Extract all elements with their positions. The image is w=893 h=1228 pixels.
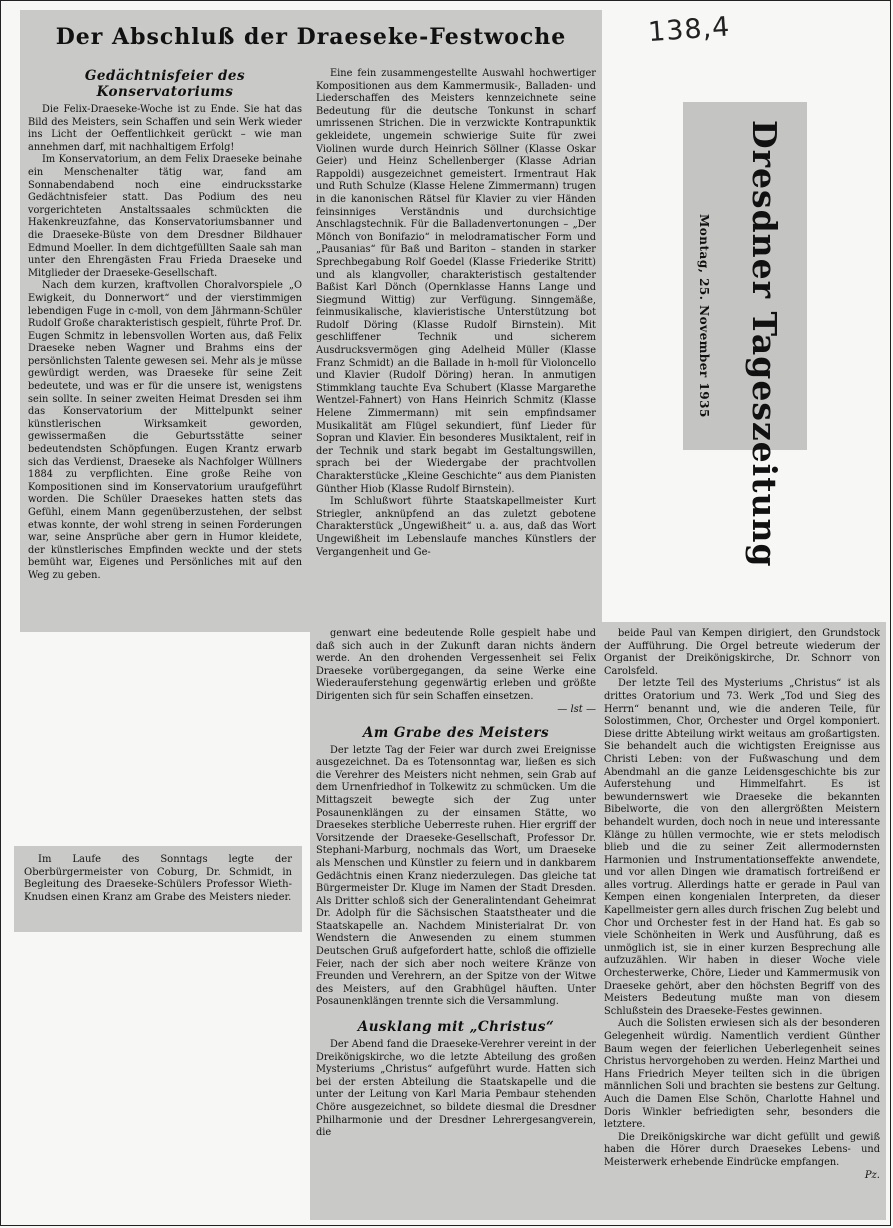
article-column-4: [604, 628, 880, 1218]
article-column-1: [28, 68, 302, 616]
paragraph: Die Dreikönigskirche war dicht gefüllt und gewiß haben die Hörer durch Draesekes Lebens- und Meisterwerk erhebende Eindrücke empfangen.: [604, 1131, 880, 1168]
paragraph: Im Konservatorium, an dem Felix Draeseke beinahe ein Menschenalter tätig war, fand am Sonnabendabend noch eine eindrucksstarke Gedächtnisfeier statt. Das Podium des neu vorgerichteten Anstaltssaales schmückten die Hakenkreuzfahne, das Konservatoriumsbanner und die Draeseke-Büste von dem Dresdner Bildhauer Edmund Moeller. In dem dichtgefüllten Saale sah man unter den Ehrengästen Frau Frieda Draeseke und Mitglieder der Draeseke-Gesellschaft.: [28, 154, 302, 279]
author-signature: Pz.: [864, 1169, 880, 1181]
article-column-2: [316, 68, 596, 616]
paragraph: Der Abend fand die Draeseke-Verehrer vereint in der Dreikönigskirche, wo die letzte Abteilung des großen Mysteriums „Christus“ aufgeführt wurde. Hatten sich bei der ersten Abteilung die Staatskapelle und die unter der Leitung von Karl Maria Pembaur stehenden Chöre ausgezeichnet, so bildete diesmal die Dresdner Philharmonie und der Dresdner Lehrergesangverein, die: [316, 1039, 596, 1139]
article-column-3: [316, 628, 596, 1218]
paragraph: genwart eine bedeutende Rolle gespielt habe und daß sich auch in der Zukunft daran nichts ändern werde. An den drohenden Vergessenheit sei Felix Draeseke vorübergegangen, da seine Werke eine Wiederauferstehung gegenwärtig erleben und größte Dirigenten sich für sein Schaffen einsetzen.: [316, 628, 596, 702]
note-text: Im Laufe des Sonntags legte der Oberbürgermeister von Coburg, Dr. Schmidt, in Begleitung des Draeseke-Schülers Professor Wieth-Knudsen einen Kranz am Grabe des Meisters nieder.: [24, 854, 292, 903]
paragraph: Nach dem kurzen, kraftvollen Choralvorspiele „O Ewigkeit, du Donnerwort“ und der vierstimmigen lebendigen Fuge in c-moll, von dem Jährmann-Schüler Rudolf Große charakteristisch gespielt, führte Prof. Dr. Eugen Schmitz in lebensvollen Worten aus, daß Felix Draeseke neben Wagner und Brahms eins der persönlichsten Talente gewesen sei. Mehr als je müsse gewürdigt werden, was Draeseke für seine Zeit bedeutete, und was er für die unsere ist, wenigstens sein sollte. In seiner zweiten Heimat Dresden sei ihm das Konservatorium der Mittelpunkt seiner künstlerischen Wirksamkeit geworden, gewissermaßen die Geburtsstätte seiner bedeutendsten Schöpfungen. Eugen Krantz erwarb sich das Verdienst, Draeseke als Nachfolger Wüllners 1884 zu verpflichten. Eine große Reihe von Kompositionen sind im Konservatorium uraufgeführt worden. Die Schüler Draesekes hatten stets das Gefühl, einem Mann gegenüberzustehen, der selbst etwas konnte, der wohl streng in seinen Forderungen war, seine Ansprüche aber gern in Humor kleidete, der künstlerisches Empfinden weckte und der stets bemüht war, Eigenes und Persönliches mit auf den Weg zu geben.: [28, 280, 302, 581]
section-title-grab: Am Grabe des Meisters: [362, 724, 550, 741]
masthead-date: Montag, 25. November 1935: [697, 214, 711, 418]
section-title-gedaechtnisfeier: Gedächtnisfeier des Konservatoriums: [84, 68, 246, 100]
paragraph: Auch die Solisten erwiesen sich als der besonderen Gelegenheit würdig. Namentlich verdient Günther Baum wegen der feierlichen Ueberlegenheit seines Christus hervorgehoben zu werden. Heinz Marthei und Hans Friedrich Meyer teilten sich in die übrigen männlichen Soli und brachten sie bestens zur Geltung. Auch die Damen Else Schön, Charlotte Hahnel und Doris Winkler befriedigten sehr, besonders die letztere.: [604, 1018, 880, 1131]
paragraph: Im Schlußwort führte Staatskapellmeister Kurt Striegler, anknüpfend an das zuletzt gebotene Charakterstück „Ungewißheit“ u. a. aus, daß das Wort Ungewißheit im Lebenslaufe manches Künstlers der Vergangenheit und Ge-: [316, 496, 596, 558]
paragraph: Der letzte Tag der Feier war durch zwei Ereignisse ausgezeichnet. Da es Totensonntag war, ließen es sich die Verehrer des Meisters nicht nehmen, sein Grab auf dem Urnenfriedhof in Tolkewitz zu schmücken. Um die Mittagszeit bewegte sich der Zug unter Posaunenklängen zu der einsamen Stätte, wo Draesekes sterbliche Ueberreste ruhen. Hier ergriff der Vorsitzende der Draeseke-Gesellschaft, Professor Dr. Stephani-Marburg, nochmals das Wort, um Draeseke als Menschen und Künstler zu feiern und in dankbarem Gedächtnis einen Kranz niederzulegen. Das gleiche tat Bürgermeister Dr. Kluge im Namen der Stadt Dresden. Als Dritter schloß sich der Generalintendant Geheimrat Dr. Adolph für die Sächsischen Staatstheater und die Staatskapelle an. Nachdem Ministerialrat Dr. von Wendstern die Anwesenden zu einem stummen Deutschen Gruß aufgefordert hatte, schloß die offizielle Feier, nach der sich aber noch weitere Kränze von Freunden und Verehrern, an der Spitze von der Witwe des Meisters, auf den Grabhügel häuften. Unter Posaunenklängen trennte sich die Versammlung.: [316, 744, 596, 1008]
paragraph: beide Paul van Kempen dirigiert, den Grundstock der Aufführung. Die Orgel betreute wiederum der Organist der Dreikönigskirche, Dr. Schnorr von Carolsfeld.: [604, 628, 880, 677]
author-signature: — lst —: [557, 703, 596, 715]
article-headline: Der Abschluß der Draeseke-Festwoche: [55, 24, 567, 50]
archive-number: 138,4: [647, 11, 732, 49]
paragraph: Die Felix-Draeseke-Woche ist zu Ende. Sie hat das Bild des Meisters, sein Schaffen und sein Werk wieder ins Licht der Oeffentlichkeit gerückt – wie man annehmen darf, mit nachhaltigem Erfolg!: [28, 104, 302, 153]
paragraph: Der letzte Teil des Mysteriums „Christus“ ist als drittes Oratorium und 73. Werk „Tod und Sieg des Herrn“ benannt und, wie die anderen Teile, für Solostimmen, Chor, Orchester und Orgel komponiert. Diese dritte Abteilung wirkt weitaus am großartigsten. Sie behandelt auch die wichtigsten Ereignisse aus Christi Leben: von der Fußwaschung und dem Abendmahl an die ganze Leidensgeschichte bis zur Auferstehung und Himmelfahrt. Es ist bewundernswert wie Draeseke die bekannten Bibelworte, die von den allergrößten Meistern behandelt wurden, doch noch in neue und interessante Klänge zu hüllen vermochte, wie er stets melodisch blieb und die zu seiner Zeit allermodernsten Harmonien und Instrumentationseffekte anwendete, und vor allen Dingen wie dramatisch fortreißend er alles vortrug. Allerdings hatte er gerade in Paul van Kempen einen kongenialen Interpreten, da dieser Kapellmeister gern alles durch frischen Zug belebt und Chor und Orchester fest in der Hand hat. Es gab so viele Schönheiten in Werk und Ausführung, daß es unmöglich ist, sie in einer kurzen Besprechung alle aufzuzählen. Wir haben in dieser Woche viele Orchesterwerke, Chöre, Lieder und Kammermusik von Draeseke gehört, aber den höchsten Begriff von des Meisters Bedeutung mußte man von diesem Schlußstein des Draeseke-Festes gewinnen.: [604, 678, 880, 1017]
note-clip: [14, 846, 302, 932]
masthead-title: Dresdner Tageszeitung: [745, 120, 784, 568]
section-title-christus: Ausklang mit „Christus“: [357, 1019, 555, 1036]
paragraph: Eine fein zusammengestellte Auswahl hochwertiger Kompositionen aus dem Kammermusik-, Balladen- und Liederschaffen des Meisters kennzeichnete seine Bedeutung für die deutsche Tonkunst in scharf umrissenen Strichen. Die in verzwickte Kontrapunktik gekleidete, ungemein schwierige Suite für zwei Violinen wurde durch Heinrich Söllner (Klasse Oskar Geier) und Heinz Schellenberger (Klasse Adrian Rappoldi) ausgezeichnet gemeistert. Irmentraut Hak und Ruth Schulze (Klasse Helene Zimmermann) trugen in die kanonischen Rätsel für Klavier zu vier Händen feinsinniges Verständnis und durchsichtige Anschlagstechnik. Für die Balladenvertonungen – „Der Mönch von Bonifazio“ in melodramatischer Form und „Pausanias“ für Baß und Bariton – standen in starker Sprechbegabung Rolf Goedel (Klasse Friederike Stritt) und als klangvoller, charakteristisch gestaltender Baßist Karl Dönch (Opernklasse Hanns Lange und Siegmund Wittig) zur Verfügung. Sinngemäße, feinmusikalische, klavieristische Unterstützung bot Rudolf Döring (Klasse Rudolf Birnstein). Mit geschliffener Technik und sicherem Ausdrucksvermögen ging Adelheid Müller (Klasse Franz Schmidt) an die Ballade in h-moll für Violoncello und Klavier (Rudolf Döring) heran. In anmutigen Stimmklang tauchte Eva Schubert (Klasse Margarethe Wentzel-Fahnert) von Hans Heinrich Schmitz (Klasse Helene Zimmermann) mit sein empfindsamer Musikalität am Flügel sekundiert, fünf Lieder für Sopran und Klavier. Ein besonderes Musiktalent, reif in der Technik und stark begabt im Gestaltungswillen, sprach bei der Wiedergabe der prachtvollen Charakterstücke „Kleine Geschichte“ aus dem Pianisten Günther Hiob (Klasse Rudolf Birnstein).: [316, 68, 596, 495]
